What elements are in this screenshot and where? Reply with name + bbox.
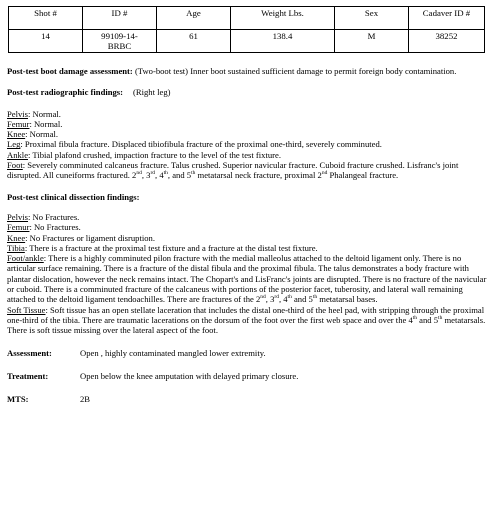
rad-leg: Leg: Proximal fibula fracture. Displaced tibiofibula fracture of the proximal one-third, severely comminuted. <box>7 139 382 150</box>
rad-ankle: Ankle: Tibial plafond crushed, impaction fracture to the level of the test fixture. <box>7 149 281 160</box>
clin-knee: Knee: No Fractures or ligament disruption. <box>7 232 155 243</box>
table-header-row <box>9 7 485 30</box>
boot-damage-text: (Two-boot test) Inner boot sustained sufficient damage to permit foreign body contamination. <box>132 66 457 76</box>
clin-soft-tissue: Soft Tissue: Soft tissue has an open stellate laceration that includes the distal one-third of the heel pad, with stripping through the proximal one-third of the tibia. There are traumatic lacerations on the dorsum of the foot over the first web space and over the 4th and 5th metatarsals. There is soft tissue missing over the lateral aspect of the foot. <box>7 304 486 336</box>
header-age: Age <box>157 7 231 30</box>
clin-femur: Femur: No Fractures. <box>7 222 81 233</box>
cell-shot: 14 <box>9 30 83 53</box>
boot-damage-label: Post-test boot damage assessment: <box>7 66 133 76</box>
cadaver-info-table <box>8 6 485 53</box>
treatment-value: Open below the knee amputation with delayed primary closure. <box>80 370 299 381</box>
rad-femur: Femur: Normal. <box>7 118 63 129</box>
radiographic-title: Post-test radiographic findings: <box>7 87 124 98</box>
assessment-label: Assessment: <box>7 347 52 358</box>
header-id: ID # <box>83 7 157 30</box>
radiographic-heading <box>7 87 487 97</box>
cell-sex: M <box>335 30 409 53</box>
radiographic-side: (Right leg) <box>133 87 171 98</box>
radiographic-findings <box>7 109 487 181</box>
header-shot: Shot # <box>9 7 83 30</box>
header-cadaver-id: Cadaver ID # <box>409 7 485 30</box>
clinical-findings <box>7 212 487 336</box>
clin-pelvis: Pelvis: No Fractures. <box>7 211 80 222</box>
cell-id: 99109-14-BRBC <box>83 30 157 53</box>
header-sex: Sex <box>335 7 409 30</box>
rad-knee: Knee: Normal. <box>7 129 59 140</box>
assessment-row <box>7 348 487 358</box>
clin-tibia: Tibia: There is a fracture at the proximal test fixture and a fracture at the distal test fixture. <box>7 242 318 253</box>
clinical-heading <box>7 192 487 202</box>
rad-foot: Foot: Severely comminuted calcaneus fracture. Talus crushed. Superior navicular fracture. Cuboid fracture crushed. Lisfranc's joint disrupted. All cuneiforms fractured. 2nd, 3rd, 4th, and 5th metatarsal neck fracture, proximal 2nd Phalangeal fracture. <box>7 160 459 181</box>
assessment-value: Open , highly contaminated mangled lower extremity. <box>80 347 266 358</box>
cell-age: 61 <box>157 30 231 53</box>
document-page <box>7 6 487 404</box>
rad-pelvis: Pelvis: Normal. <box>7 108 61 119</box>
header-weight: Weight Lbs. <box>231 7 335 30</box>
summary-section <box>7 348 487 405</box>
mts-label: MTS: <box>7 394 29 405</box>
mts-row <box>7 394 487 404</box>
cell-cadaver-id: 38252 <box>409 30 485 53</box>
mts-value: 2B <box>80 394 91 405</box>
cell-weight: 138.4 <box>231 30 335 53</box>
treatment-row <box>7 371 487 381</box>
clin-foot-ankle: Foot/ankle: There is a highly comminuted pilon fracture with the medial malleolus attached to the deltoid ligament only. There is no articular surface remaining. There is a fracture of the distal fibula and the proximal fibula. The talus demonstrates a body fracture with plantar dislocation, however the neck remains intact. The Chopart's and LisFranc's joints are disrupted. There is no fracture of the navicular or cuboid. There is a comminuted fracture of the calcaneus with portions of the posterior facet, tuberosity, and lateral wall remaining attached to the deltoid ligament tendoachilles. There are fractures of the 2nd, 3rd, 4th and 5th metatarsal bases. <box>7 253 487 305</box>
table-row <box>9 30 485 53</box>
boot-damage-paragraph <box>7 66 487 76</box>
clinical-title: Post-test clinical dissection findings: <box>7 191 140 202</box>
treatment-label: Treatment: <box>7 370 49 381</box>
